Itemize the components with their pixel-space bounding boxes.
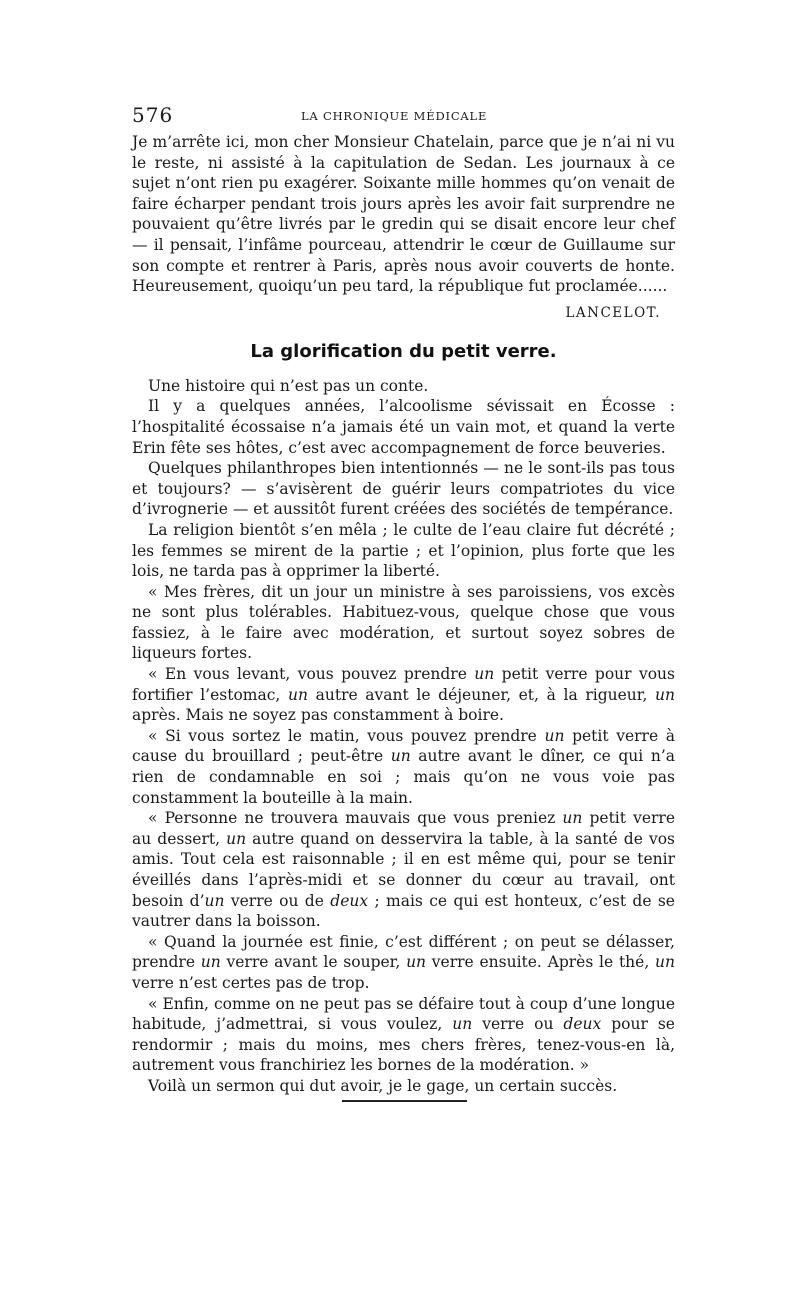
- signature: LANCELOT.: [565, 304, 661, 321]
- article-paragraph-10: « Enfin, comme on ne peut pas se défaire tout à coup d’une longue habitude, j’admettrai, si vous voulez, un verre ou deux pour se rendormir ; mais du moins, mes chers frères, tenez-vous-en là, autrement vous franchiriez les bornes de la modération. »: [132, 994, 675, 1075]
- article-paragraph-7: « Si vous sortez le matin, vous pouvez prendre un petit verre à cause du brouillard ; peut-être un autre avant le dîner, ce qui n’a rien de condamnable en soi ; mais qu’on ne vous voie pas constamment la bouteille à la main.: [132, 726, 675, 807]
- page-header: [132, 103, 675, 127]
- running-title: LA CHRONIQUE MÉDICALE: [301, 109, 488, 123]
- article-paragraph-1: Une histoire qui n’est pas un conte.: [148, 376, 429, 395]
- letter-paragraph: Je m’arrête ici, mon cher Monsieur Chatelain, parce que je n’ai ni vu le reste, ni assisté à la capitulation de Sedan. Les journaux à ce sujet n’ont rien pu exagérer. Soixante mille hommes qu’on venait de faire écharper pendant trois jours après les avoir fait surprendre ne pouvaient qu’être livrés par le gredin qui se disait encore leur chef — il pensait, l’infâme pourceau, attendrir le cœur de Guillaume sur son compte et rentrer à Paris, après nous avoir couverts de honte. Heureusement, quoiqu’un peu tard, la république fut proclamée......: [132, 133, 675, 296]
- article-title: La glorification du petit verre.: [250, 340, 557, 362]
- article-paragraph-11: Voilà un sermon qui dut avoir, je le gage, un certain succès.: [148, 1076, 618, 1095]
- article-paragraph-4: La religion bientôt s’en mêla ; le culte de l’eau claire fut décrété ; les femmes se mirent de la partie ; et l’opinion, plus forte que les lois, ne tarda pas à opprimer la liberté.: [132, 520, 675, 581]
- article-paragraph-3: Quelques philanthropes bien intentionnés — ne le sont-ils pas tous et toujours? — s’avisèrent de guérir leurs compatriotes du vice d’ivrognerie — et aussitôt furent créées des sociétés de tempérance.: [132, 459, 675, 519]
- closing-rule: [342, 1100, 467, 1102]
- article-paragraph-8: « Personne ne trouvera mauvais que vous preniez un petit verre au dessert, un autre quand on desservira la table, à la santé de vos amis. Tout cela est raisonnable ; il en est même qui, pour se tenir éveillés dans l’après-midi et se donner du cœur au travail, ont besoin d’un verre ou de deux ; mais ce qui est honteux, c’est de se vautrer dans la boisson.: [132, 809, 675, 931]
- article-paragraph-2: Il y a quelques années, l’alcoolisme sévissait en Écosse : l’hospitalité écossaise n’a jamais été un vain mot, et quand la verte Erin fête ses hôtes, c’est avec accompagnement de force beuveries.: [132, 397, 675, 457]
- article-paragraph-5: « Mes frères, dit un jour un ministre à ses paroissiens, vos excès ne sont plus tolérables. Habituez-vous, quelque chose que vous fassiez, à le faire avec modération, et surtout soyez sobres de liqueurs fortes.: [132, 582, 675, 663]
- text-column: [132, 132, 675, 1097]
- article-paragraph-6: « En vous levant, vous pouvez prendre un petit verre pour vous fortifier l’estomac, un autre avant le déjeuner, et, à la rigueur, un après. Mais ne soyez pas constamment à boire.: [132, 665, 675, 725]
- page-number: 576: [132, 103, 174, 127]
- article-paragraph-9: « Quand la journée est finie, c’est différent ; on peut se délasser, prendre un verre avant le souper, un verre ensuite. Après le thé, un verre n’est certes pas de trop.: [132, 932, 675, 992]
